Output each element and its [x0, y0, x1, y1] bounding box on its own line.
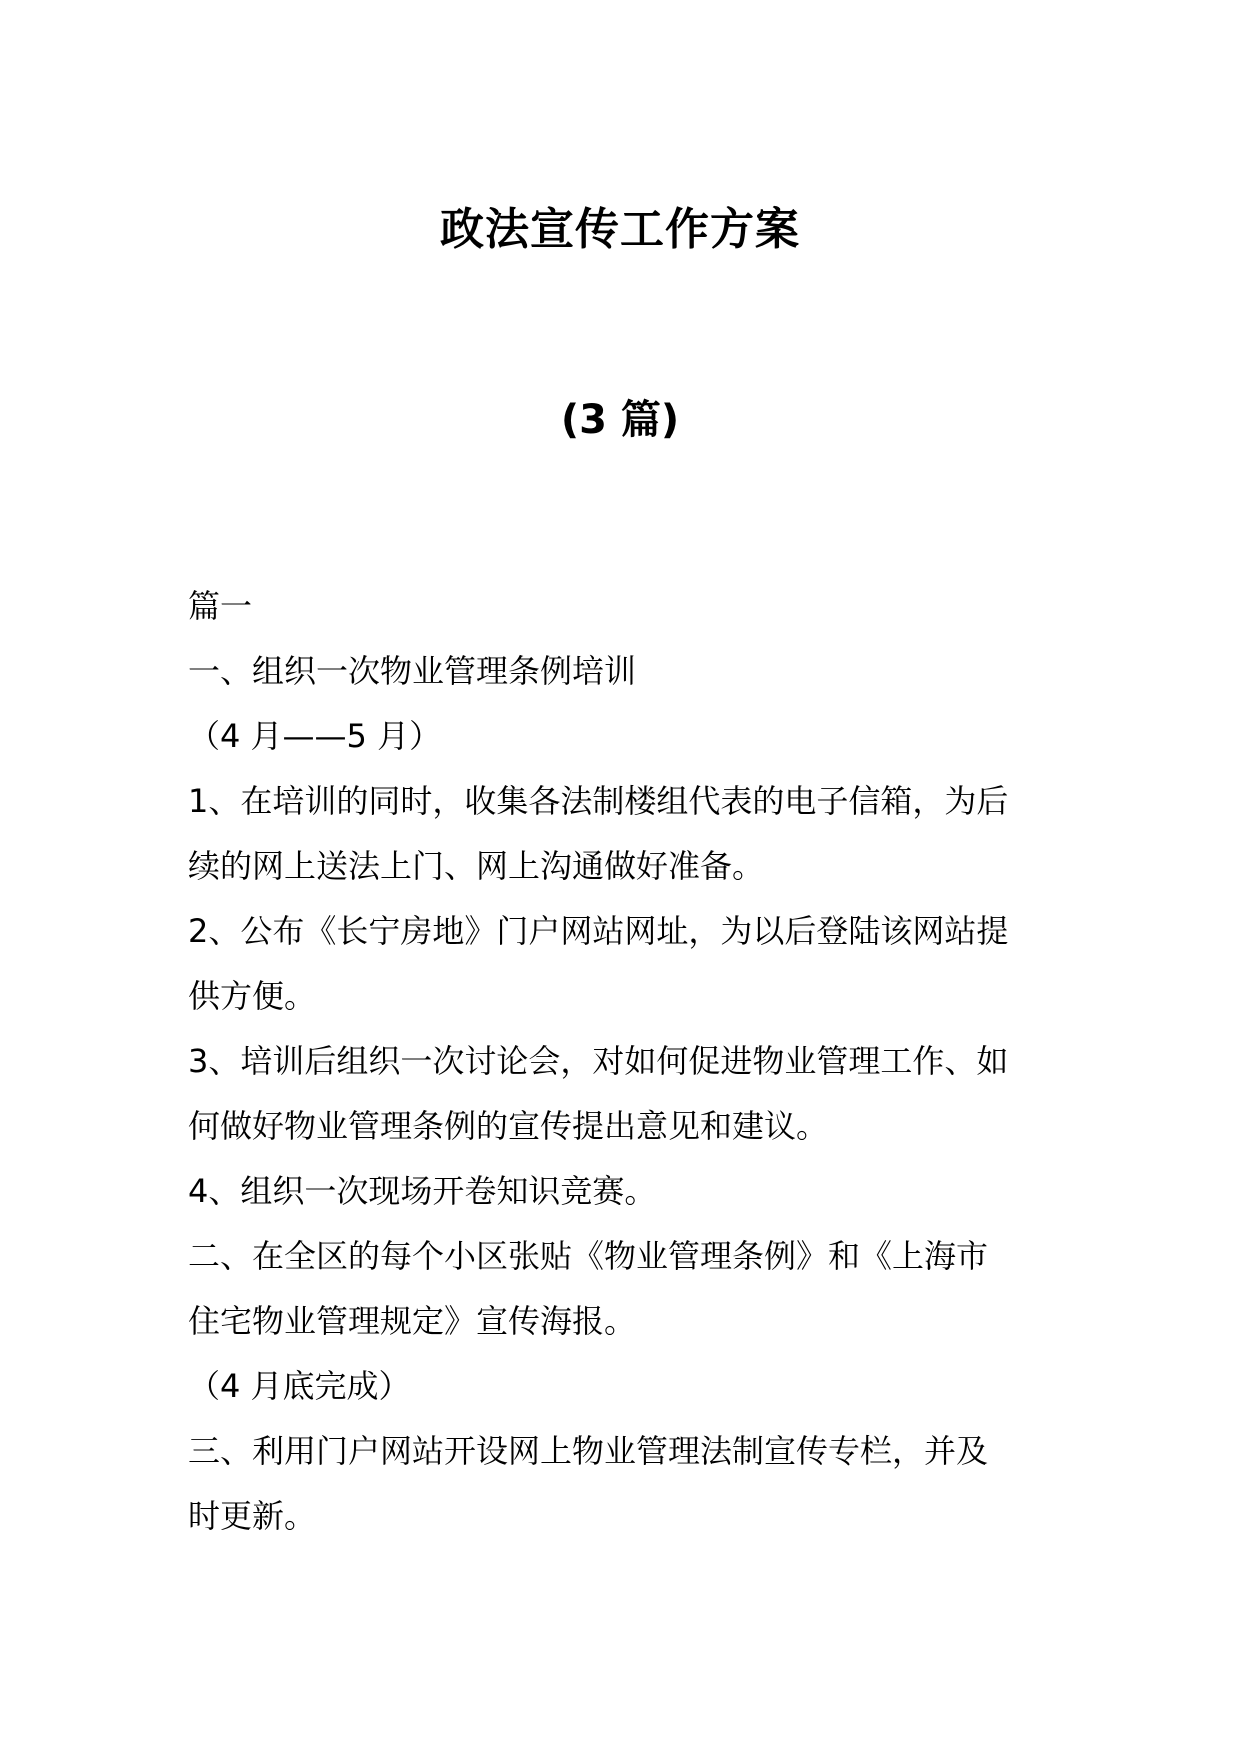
- paragraph-line: 续的网上送法上门、网上沟通做好准备。: [188, 847, 765, 885]
- paragraph-line: 1、在培训的同时，收集各法制楼组代表的电子信箱，为后: [188, 782, 1009, 820]
- document-subtitle: (3 篇): [560, 397, 680, 443]
- document-body: [188, 574, 1058, 1549]
- paragraph-line: 4、组织一次现场开卷知识竞赛。: [188, 1172, 657, 1210]
- section-label: 篇一: [188, 587, 253, 625]
- document-title: 政法宣传工作方案: [440, 204, 800, 255]
- date-note: （4 月底完成）: [188, 1367, 411, 1405]
- paragraph-line: 供方便。: [188, 977, 317, 1015]
- paragraph-line: 3、培训后组织一次讨论会，对如何促进物业管理工作、如: [188, 1042, 1009, 1080]
- date-range: （4 月——5 月）: [188, 717, 442, 755]
- heading-two: 二、在全区的每个小区张贴《物业管理条例》和《上海市: [188, 1237, 989, 1275]
- heading-one: 一、组织一次物业管理条例培训: [188, 652, 637, 690]
- paragraph-line: 何做好物业管理条例的宣传提出意见和建议。: [188, 1107, 829, 1145]
- paragraph-line: 住宅物业管理规定》宣传海报。: [188, 1302, 637, 1340]
- paragraph-line: 2、公布《长宁房地》门户网站网址，为以后登陆该网站提: [188, 912, 1009, 950]
- paragraph-line: 时更新。: [188, 1497, 317, 1535]
- heading-three: 三、利用门户网站开设网上物业管理法制宣传专栏，并及: [188, 1432, 989, 1470]
